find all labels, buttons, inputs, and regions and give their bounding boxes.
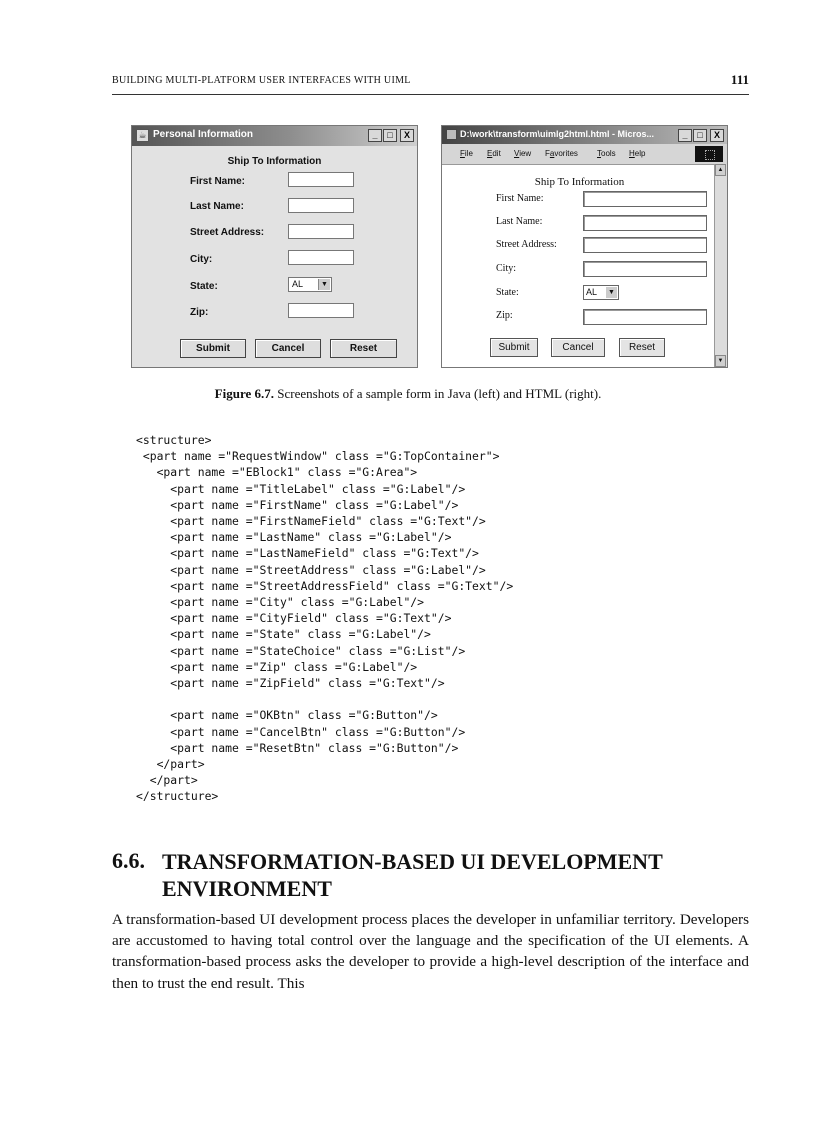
java-submit-button[interactable]: Submit	[180, 339, 246, 358]
html-city-field[interactable]	[583, 261, 707, 277]
figure-caption	[0, 386, 816, 402]
browser-window-title: D:\work\transform\uimlg2html.html - Micros...	[460, 129, 655, 139]
html-state-select[interactable]	[583, 285, 619, 300]
figure-caption-text: Screenshots of a sample form in Java (left) and HTML (right).	[277, 386, 602, 401]
html-label-zip: Zip:	[496, 310, 513, 321]
html-label-state: State:	[496, 287, 519, 298]
menu-tools[interactable]: Tools	[597, 149, 616, 158]
menu-favorites[interactable]: Favorites	[545, 149, 578, 158]
close-icon[interactable]: X	[710, 129, 724, 142]
java-label-city: City:	[190, 254, 213, 265]
html-zip-field[interactable]	[583, 309, 707, 325]
menu-file[interactable]: File	[460, 149, 473, 158]
scroll-up-arrow-icon[interactable]: ▲	[715, 164, 726, 176]
java-cancel-button[interactable]: Cancel	[255, 339, 321, 358]
html-first-name-field[interactable]	[583, 191, 707, 207]
menu-view[interactable]: View	[514, 149, 532, 158]
browser-logo-icon	[695, 146, 723, 162]
java-form-window	[131, 125, 418, 368]
browser-menubar	[442, 144, 727, 165]
html-state-value: AL	[586, 287, 598, 297]
java-label-last-name: Last Name:	[190, 201, 244, 212]
html-street-address-field[interactable]	[583, 237, 707, 253]
minimize-icon[interactable]: _	[678, 129, 692, 142]
java-first-name-field[interactable]	[288, 172, 354, 187]
java-titlebar	[132, 126, 417, 146]
java-city-field[interactable]	[288, 250, 354, 265]
maximize-icon[interactable]: □	[693, 129, 707, 142]
uiml-code-listing: <structure> <part name ="RequestWindow" class ="G:TopContainer"> <part name ="EBlock1" class ="G:Area"> <part name ="TitleLabel" class ="G:Label"/> <part name ="FirstName" class ="G:Label"/> <part name ="FirstNameField" class ="G:Text"/> <part name ="LastName" class ="G:Label"/> <part name ="LastNameField" class ="G:Text"/> <part name ="StreetAddress" class ="G:Label"/> <part name ="StreetAddressField" class ="G:Text"/> <part name ="City" class ="G:Label"/> <part name ="CityField" class ="G:Text"/> <part name ="State" class ="G:Label"/> <part name ="StateChoice" class ="G:List"/> <part name ="Zip" class ="G:Label"/> <part name ="ZipField" class ="G:Text"/> <part name ="OKBtn" class ="G:Button"/> <part name ="CancelBtn" class ="G:Button"/> <part name ="ResetBtn" class ="G:Button"/> </part> </part> </structure>	[136, 433, 514, 804]
dropdown-arrow-icon[interactable]: ▼	[606, 287, 617, 298]
menu-help[interactable]: Help	[629, 149, 646, 158]
browser-form-window	[441, 125, 728, 368]
html-reset-button[interactable]: Reset	[619, 338, 665, 357]
html-label-city: City:	[496, 263, 517, 274]
java-label-zip: Zip:	[190, 307, 209, 318]
java-state-choice[interactable]	[288, 277, 332, 292]
java-app-icon: ☕	[136, 129, 149, 142]
section-title: TRANSFORMATION-BASED UI DEVELOPMENT ENVIRONMENT	[162, 849, 663, 901]
browser-titlebar	[442, 126, 727, 144]
html-label-first-name: First Name:	[496, 193, 544, 204]
html-last-name-field[interactable]	[583, 215, 707, 231]
java-state-value: AL	[292, 279, 304, 289]
page-number: 111	[730, 72, 749, 87]
html-submit-button[interactable]: Submit	[490, 338, 538, 357]
java-label-first-name: First Name:	[190, 176, 246, 187]
maximize-icon[interactable]: □	[383, 129, 397, 142]
java-label-state: State:	[190, 281, 218, 292]
java-street-address-field[interactable]	[288, 224, 354, 239]
html-cancel-button[interactable]: Cancel	[551, 338, 605, 357]
java-zip-field[interactable]	[288, 303, 354, 318]
browser-app-icon	[446, 129, 457, 140]
vertical-scrollbar[interactable]	[714, 164, 727, 367]
html-label-last-name: Last Name:	[496, 216, 543, 227]
close-icon[interactable]: X	[400, 129, 414, 142]
running-title: BUILDING MULTI-PLATFORM USER INTERFACES WITH UIML	[112, 75, 411, 86]
section-number: 6.6.	[112, 848, 145, 873]
java-window-title: Personal Information	[153, 129, 254, 140]
scroll-down-arrow-icon[interactable]: ▼	[715, 355, 726, 367]
java-label-street-address: Street Address:	[190, 227, 265, 238]
figure-label: Figure 6.7.	[214, 386, 275, 401]
browser-form-heading: Ship To Information	[534, 176, 625, 188]
java-reset-button[interactable]: Reset	[330, 339, 397, 358]
java-form-heading: Ship To Information	[227, 156, 322, 167]
html-label-street-address: Street Address:	[496, 239, 557, 250]
dropdown-arrow-icon[interactable]: ▼	[318, 279, 330, 290]
java-last-name-field[interactable]	[288, 198, 354, 213]
running-head	[112, 72, 749, 95]
body-paragraph: A transformation-based UI development process places the developer in unfamiliar territory. Developers are accustomed to having total control over the language and the specification of the UI elements. A transformation-based process asks the developer to provide a high-level description of the interface and then to trust the end result. This	[112, 911, 749, 992]
minimize-icon[interactable]: _	[368, 129, 382, 142]
menu-edit[interactable]: Edit	[487, 149, 501, 158]
